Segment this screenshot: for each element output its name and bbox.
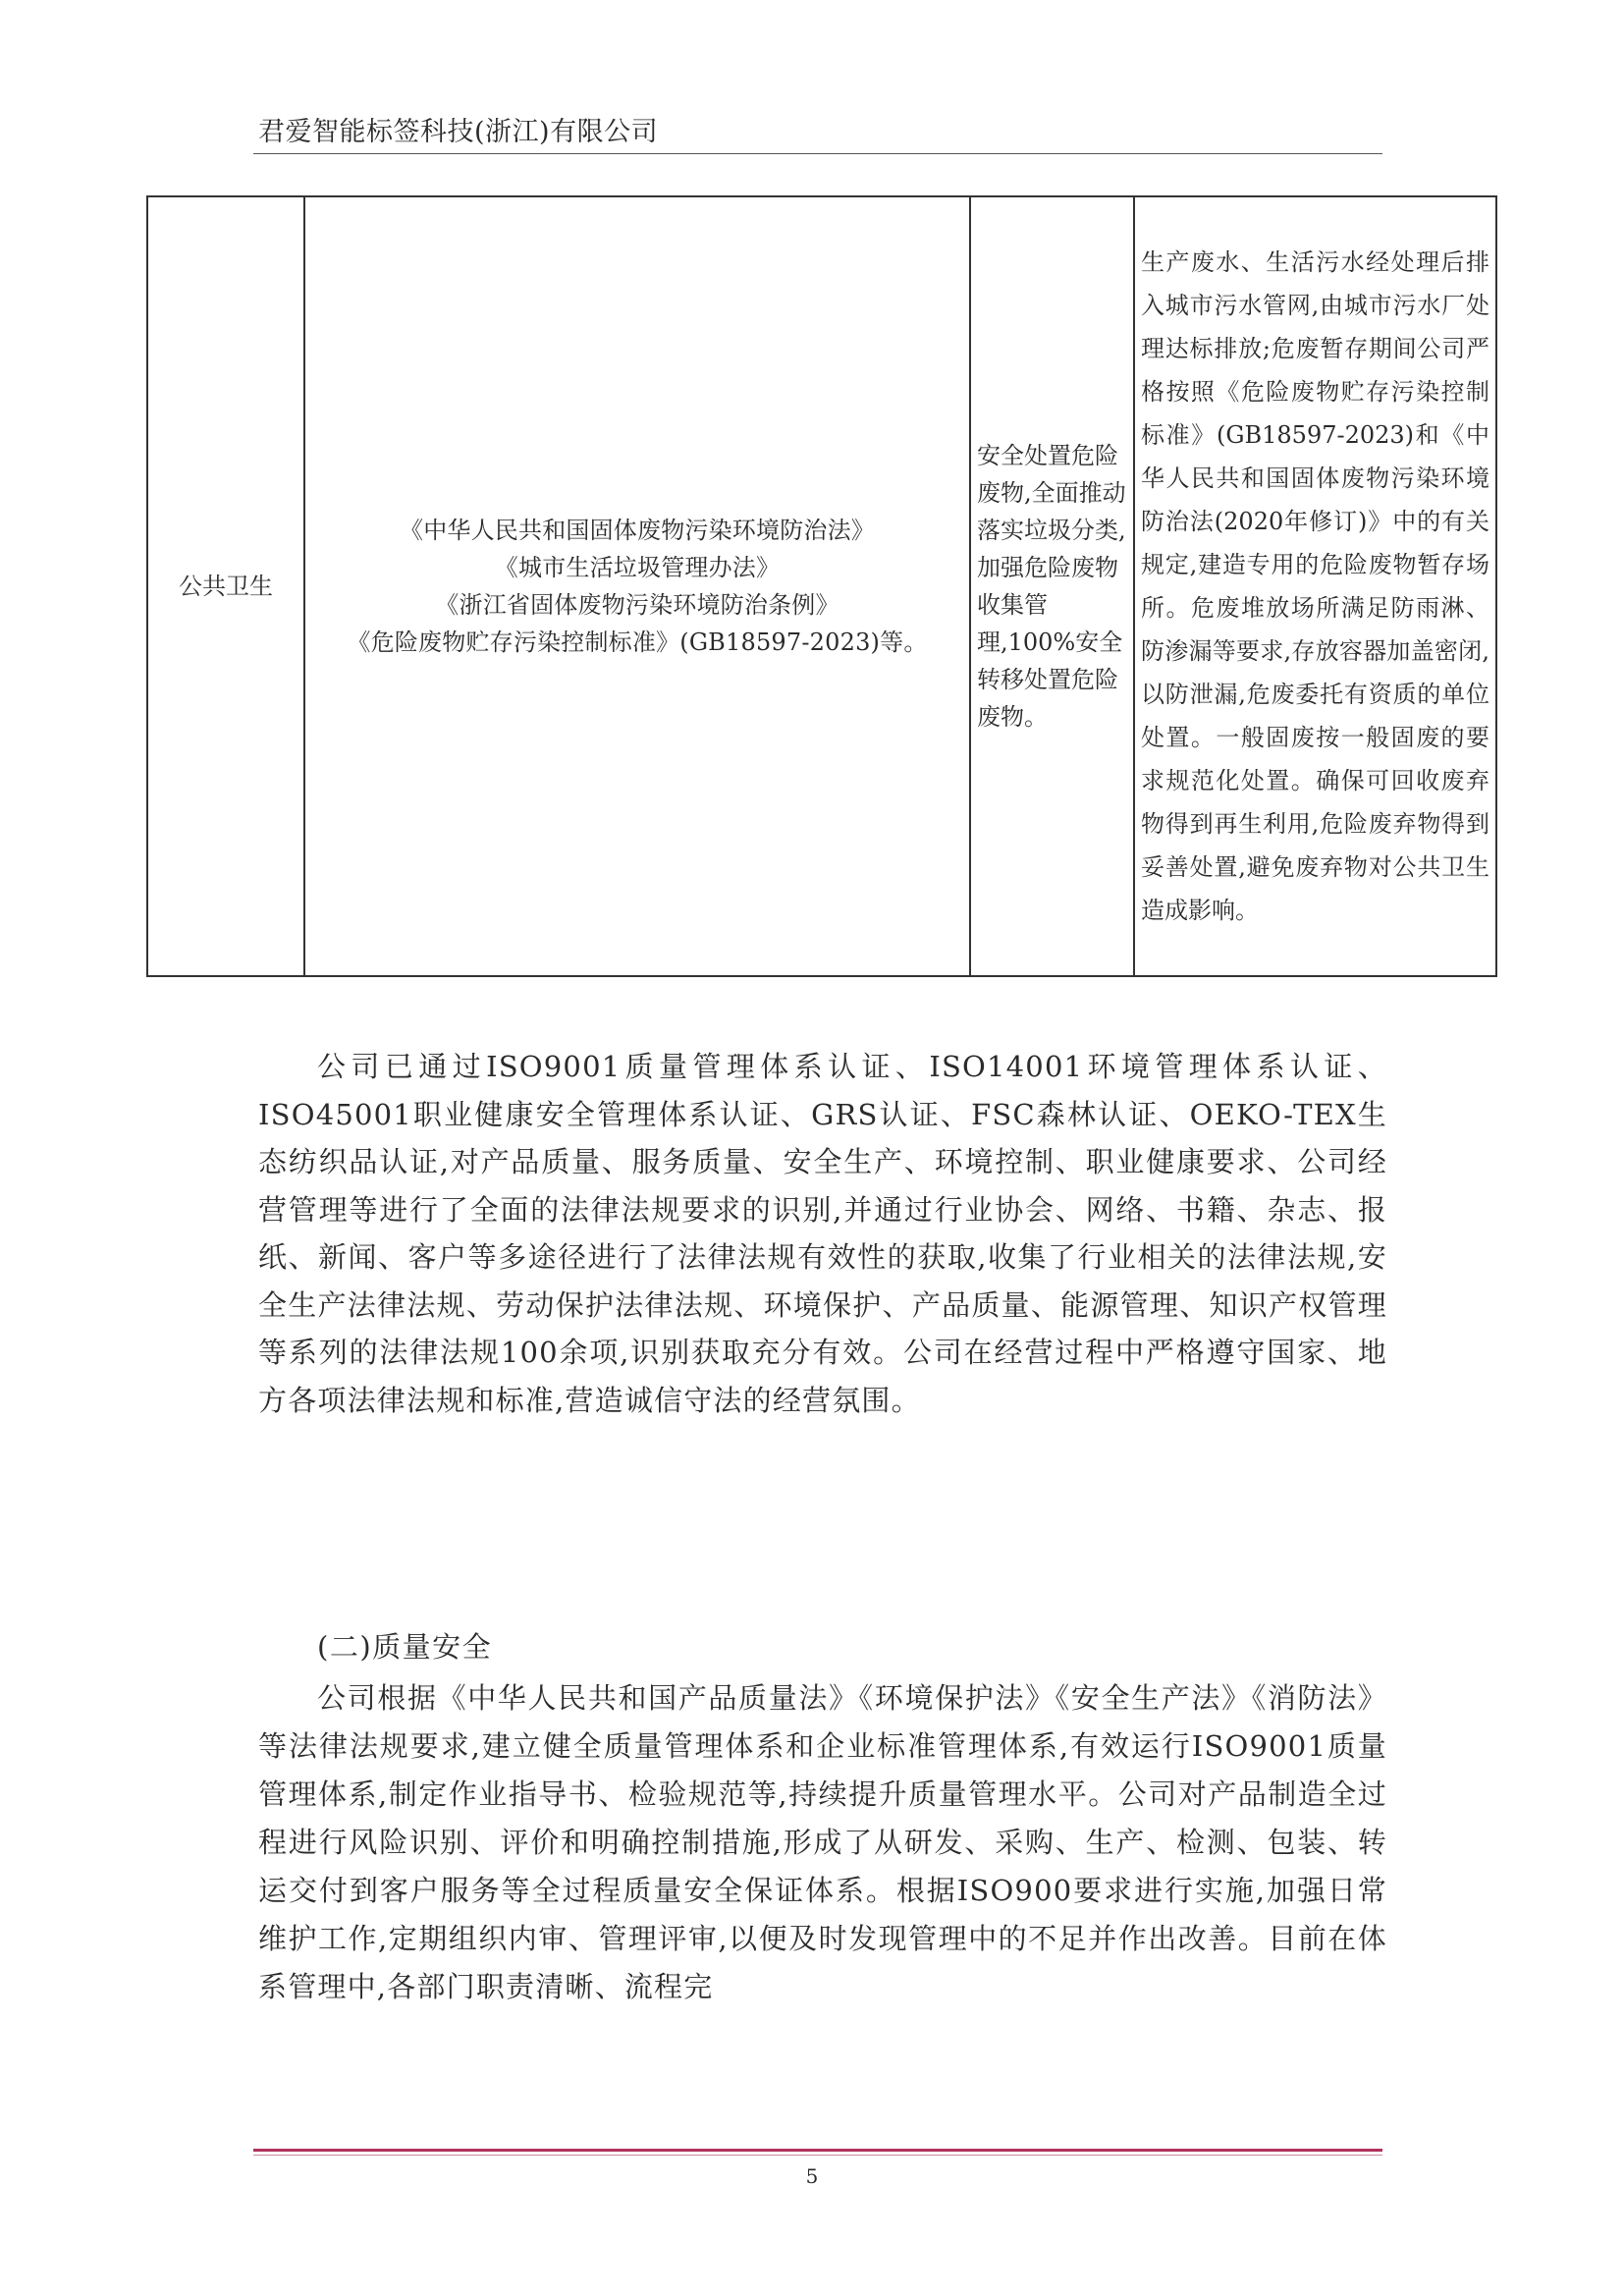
footer-divider [253,2149,1382,2152]
laws-cell [304,196,970,976]
header-divider [253,153,1382,154]
law-item: 《浙江省固体废物污染环境防治条例》 [435,591,839,619]
category-cell: 公共卫生 [147,196,304,976]
footer-divider-thin [253,2155,1382,2156]
quality-paragraph: 公司根据《中华人民共和国产品质量法》《环境保护法》《安全生产法》《消防法》等法律法规要求,建立健全质量管理体系和企业标准管理体系,有效运行ISO9001质量管理体系,制定作业指导书、检验规范等,持续提升质量管理水平。公司对产品制造全过程进行风险识别、评价和明确控制措施,形成了从研发、采购、生产、检测、包装、转运交付到客户服务等全过程质量安全保证体系。根据ISO900要求进行实施,加强日常维护工作,定期组织内审、管理评审,以便及时发现管理中的不足并作出改善。目前在体系管理中,各部门职责清晰、流程完 [258,1681,1387,2003]
goal-cell: 安全处置危险废物,全面推动落实垃圾分类,加强危险废物收集管理,100%安全转移处置危险废物。 [970,196,1134,976]
page-number: 5 [805,2164,819,2188]
compliance-paragraph: 公司已通过ISO9001质量管理体系认证、ISO14001环境管理体系认证、ISO45001职业健康安全管理体系认证、GRS认证、FSC森林认证、OEKO-TEX生态纺织品认证,对产品质量、服务质量、安全生产、环境控制、职业健康要求、公司经营管理等进行了全面的法律法规要求的识别,并通过行业协会、网络、书籍、杂志、报纸、新闻、客户等多途径进行了法律法规有效性的获取,收集了行业相关的法律法规,安全生产法律法规、劳动保护法律法规、环境保护、产品质量、能源管理、知识产权管理等系列的法律法规100余项,识别获取充分有效。公司在经营过程中严格遵守国家、地方各项法律法规和标准,营造诚信守法的经营氛围。 [258,1050,1387,1417]
table-row [147,196,1496,976]
section-title: (二)质量安全 [317,1630,493,1664]
law-item: 《中华人民共和国固体废物污染环境防治法》 [400,517,875,544]
law-item: 《危险废物贮存污染控制标准》(GB18597-2023)等。 [347,629,928,656]
company-header: 君爱智能标签科技(浙江)有限公司 [258,117,659,147]
law-item: 《城市生活垃圾管理办法》 [494,554,781,581]
regulation-table [146,195,1497,977]
measures-cell: 生产废水、生活污水经处理后排入城市污水管网,由城市污水厂处理达标排放;危废暂存期间公司严格按照《危险废物贮存污染控制标准》(GB18597-2023)和《中华人民共和国固体废物污染环境防治法(2020年修订)》中的有关规定,建造专用的危险废物暂存场所。危废堆放场所满足防雨淋、防渗漏等要求,存放容器加盖密闭,以防泄漏,危废委托有资质的单位处置。一般固废按一般固废的要求规范化处置。确保可回收废弃物得到再生利用,危险废弃物得到妥善处置,避免废弃物对公共卫生造成影响。 [1134,196,1496,976]
